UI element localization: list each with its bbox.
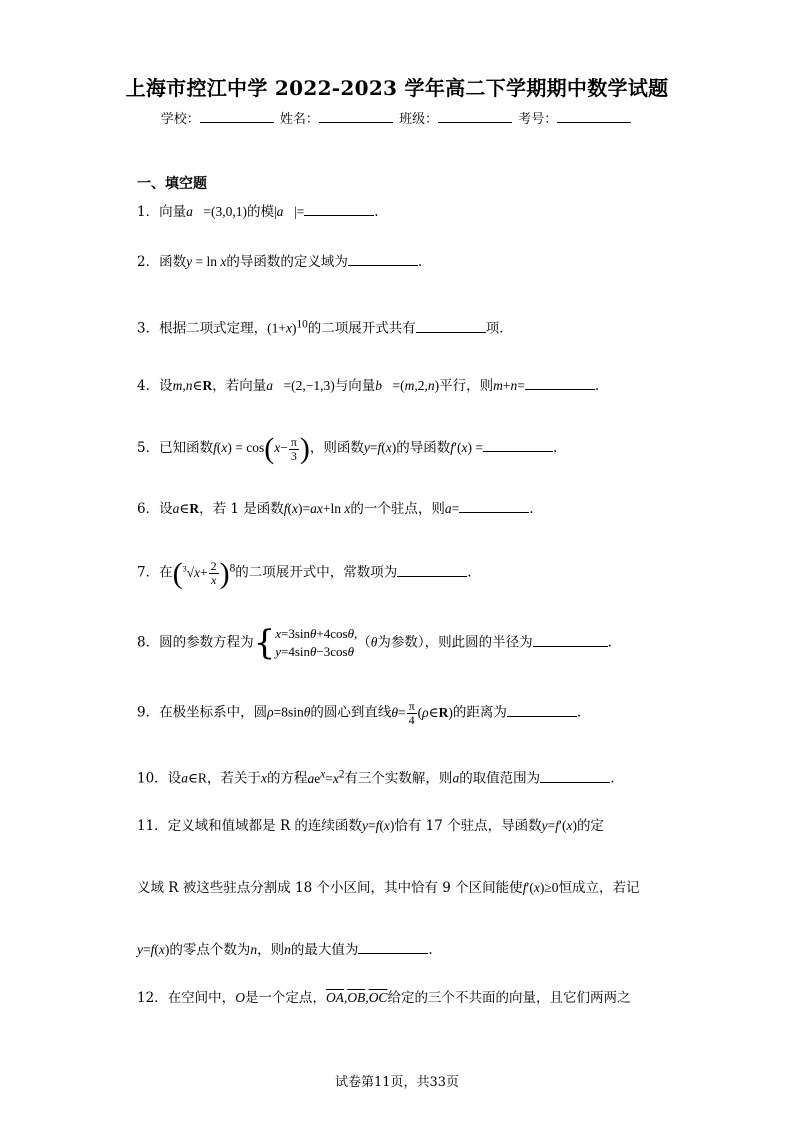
page-footer: 试卷第11页，共33页 <box>334 1075 460 1090</box>
math-expression: a <box>452 770 460 786</box>
math-expression: y = ln x <box>186 254 227 269</box>
math-expression: x <box>260 770 267 786</box>
answer-blank[interactable] <box>525 376 595 390</box>
question-text: 的导函数 <box>396 440 451 457</box>
math-expression: y=f(x) <box>137 942 170 957</box>
question-text: 的最大值为 <box>290 942 359 958</box>
math-expression: y=f(x) <box>363 440 397 456</box>
question-number: 3． <box>137 320 160 337</box>
question-number: 5． <box>137 440 160 457</box>
question-text: 给定的三个不共面的向量，且它们两两之 <box>387 990 631 1006</box>
math-expression: m,n∈R <box>172 378 213 393</box>
math-expression: ρ=8sinθ <box>267 704 311 720</box>
question-text: 为参数），则此圆的半径为 <box>377 634 533 651</box>
school-label: 学校： <box>160 112 200 127</box>
question-text: ，则函数 <box>309 440 364 457</box>
name-blank[interactable] <box>319 110 393 123</box>
answer-blank[interactable] <box>348 252 418 266</box>
exam-number-blank[interactable] <box>557 110 631 123</box>
math-expression: y=f′(x) <box>541 818 577 833</box>
answer-blank[interactable] <box>416 319 486 333</box>
answer-blank[interactable] <box>483 438 553 452</box>
question-text: ，则 <box>257 942 285 958</box>
math-expression: |a⃗|= <box>273 204 305 219</box>
question-text: 项. <box>485 320 504 337</box>
question-number: 10． <box>137 770 168 787</box>
math-expression: b⃗=(m,2,n) <box>375 378 440 393</box>
question-12 <box>137 988 630 1008</box>
question-text: 平行，则 <box>439 378 494 394</box>
school-blank[interactable] <box>200 110 274 123</box>
math-expression: a⃗=(3,0,1) <box>186 204 247 219</box>
math-expression: $\overline{OA},\overline{OB},\overline{OC}$ <box>325 990 388 1005</box>
question-number: 12． <box>137 990 168 1006</box>
question-text: . <box>428 942 433 958</box>
brace-symbol: { <box>253 623 276 663</box>
question-text: 恰有 17 个驻点，导函数 <box>394 818 542 834</box>
question-text: 设 <box>159 378 173 394</box>
name-label: 姓名： <box>279 112 319 127</box>
question-text: 的取值范围为 <box>459 770 541 787</box>
class-label: 班级： <box>399 112 439 127</box>
page-title: 上海市控江中学 2022-2023 学年高二下学期期中数学试题 <box>125 76 669 100</box>
math-expression: a∈R <box>172 501 200 516</box>
math-expression: $(1+x)^{10}$ <box>267 318 308 336</box>
question-text: 的定 <box>576 818 604 834</box>
math-expression: f(x) = cos(x− $\frac{\pi}{3}$ ) <box>213 432 310 465</box>
question-text: . <box>607 634 612 651</box>
math-expression: a⃗=(2,−1,3) <box>266 378 335 393</box>
math-expression: θ <box>370 634 378 650</box>
question-text: 义域 R 被这些驻点分割成 18 个小区间，其中恰有 9 个区间能使 <box>137 880 523 896</box>
answer-blank[interactable] <box>459 499 529 513</box>
question-number: 6． <box>137 501 160 517</box>
question-text: 函数 <box>159 254 187 270</box>
question-3 <box>137 314 504 339</box>
question-5 <box>137 432 558 465</box>
question-text: 在 <box>159 564 173 581</box>
exam-number-label: 考号： <box>518 112 558 127</box>
question-8 <box>137 625 612 661</box>
student-info-line <box>0 108 794 127</box>
question-text: . <box>576 704 582 721</box>
question-text: 的方程 <box>266 770 308 787</box>
parametric-system: x=3sinθ+4cosθ, y=4sinθ−3cosθ <box>275 626 358 659</box>
question-text: 的二项展开式共有 <box>307 320 416 337</box>
question-text: ，若关于 <box>206 770 261 787</box>
question-number: 2． <box>137 254 160 270</box>
question-6 <box>137 499 534 519</box>
question-text: 圆的参数方程为 <box>159 634 254 651</box>
question-7 <box>137 556 472 590</box>
question-text: 的模 <box>246 204 274 220</box>
question-number: 8． <box>137 634 160 651</box>
question-4 <box>137 376 599 396</box>
answer-blank[interactable] <box>397 563 467 577</box>
math-expression: y=f(x) <box>361 818 395 833</box>
math-expression: m+n= <box>493 378 525 393</box>
class-blank[interactable] <box>438 110 512 123</box>
question-11-line-3 <box>137 940 433 960</box>
question-text: 与向量 <box>334 378 376 394</box>
question-text: 的距离为 <box>452 704 507 721</box>
question-1 <box>137 202 379 222</box>
math-expression: θ= $\frac{\pi}{4}$ (ρ∈R) <box>391 699 453 727</box>
answer-blank[interactable] <box>540 769 610 783</box>
question-text: . <box>610 770 615 787</box>
question-text: 的零点个数为 <box>169 942 251 958</box>
question-text: 根据二项式定理， <box>159 320 268 337</box>
question-text: . <box>553 440 558 457</box>
math-expression: n <box>250 942 258 957</box>
math-expression: a∈R <box>181 770 207 786</box>
math-expression: a= <box>444 501 460 516</box>
question-text: 定义域和值域都是 R 的连续函数 <box>167 818 362 834</box>
question-number: 9． <box>137 704 160 721</box>
question-text: 的导函数的定义域为 <box>226 254 348 270</box>
question-text: 的圆心到直线 <box>310 704 392 721</box>
question-9 <box>137 700 581 727</box>
answer-blank[interactable] <box>358 940 428 954</box>
math-expression: f(x)=ax+ln x <box>283 501 351 516</box>
question-text: . <box>374 204 379 220</box>
answer-blank[interactable] <box>304 202 374 216</box>
question-text: （ <box>357 634 371 651</box>
question-text: 有三个实数解，则 <box>344 770 453 787</box>
math-expression: O <box>235 990 245 1005</box>
answer-blank[interactable] <box>507 703 577 717</box>
question-11 <box>137 816 604 836</box>
math-expression: ($^3$√x+ $\frac{2}{x}$ )$^8$ <box>172 556 236 590</box>
question-text: ，若向量 <box>212 378 267 394</box>
question-11-line-2 <box>137 878 640 898</box>
math-expression: n <box>284 942 291 957</box>
question-text: 向量 <box>159 204 187 220</box>
question-text: . <box>529 501 534 517</box>
question-text: 恒成立，若记 <box>558 880 640 896</box>
section-title: 一、填空题 <box>137 176 207 192</box>
question-text: . <box>467 564 472 581</box>
question-text: . <box>417 254 423 270</box>
question-number: 11． <box>137 818 168 834</box>
question-text: 设 <box>159 501 173 517</box>
math-expression: f′(x)≥0 <box>522 880 559 895</box>
question-number: 7． <box>137 564 160 581</box>
math-expression: f′(x) = <box>450 440 483 456</box>
question-number: 4． <box>137 378 160 394</box>
question-text: 是一个定点， <box>244 990 326 1006</box>
question-text: ，若 1 是函数 <box>199 501 284 517</box>
question-text: 在空间中， <box>167 990 236 1006</box>
question-text: 已知函数 <box>159 440 214 457</box>
question-number: 1． <box>137 204 160 220</box>
question-2 <box>137 252 422 272</box>
question-text: 在极坐标系中，圆 <box>159 704 268 721</box>
question-text: 的二项展开式中，常数项为 <box>235 564 398 581</box>
math-expression: $ae^x=x^2$ <box>307 768 345 786</box>
question-text: 的一个驻点，则 <box>350 501 445 517</box>
question-text: . <box>594 378 600 394</box>
answer-blank[interactable] <box>533 633 608 647</box>
question-text: 设 <box>167 770 182 787</box>
question-10 <box>137 764 614 789</box>
